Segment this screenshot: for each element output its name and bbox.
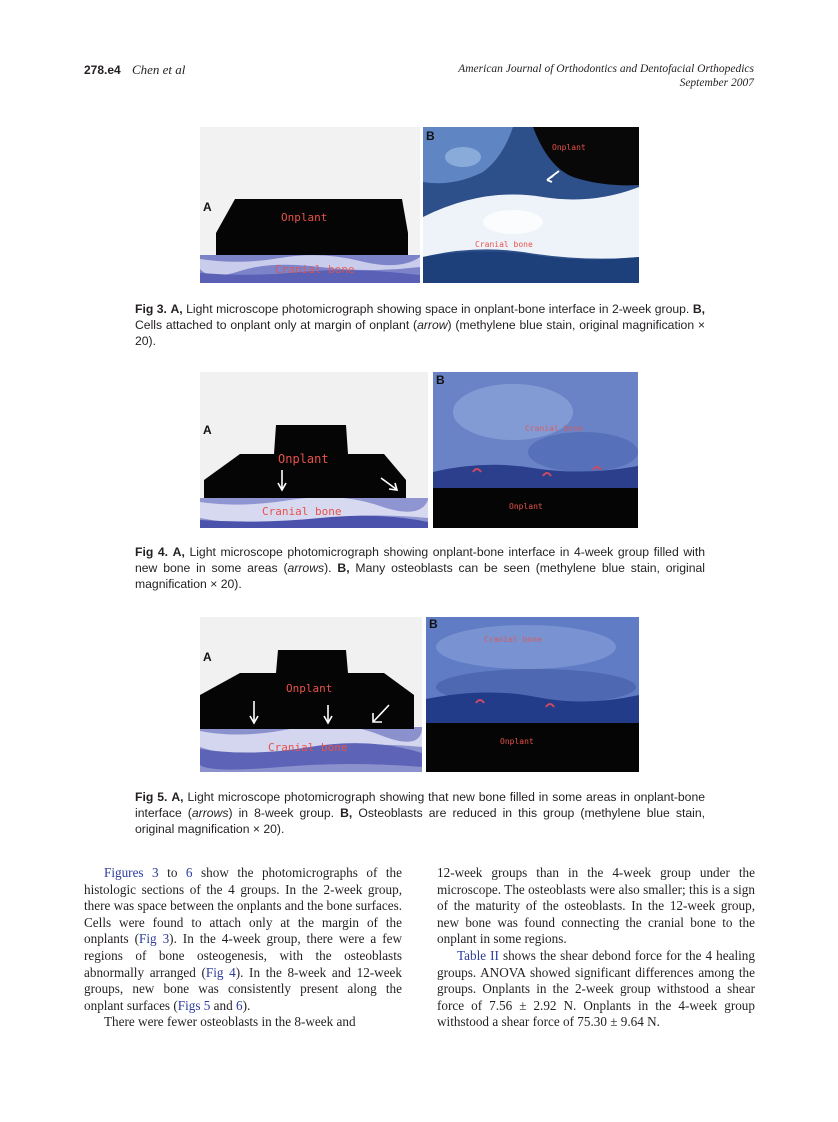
fig4-b-onplant-label: Onplant: [509, 502, 543, 511]
fig5-arrow-left: [248, 701, 260, 725]
body-column-left: [84, 865, 402, 1031]
fig3-panel-b-image: [423, 127, 639, 283]
fig4-b-bone-label: Cranial bone: [525, 424, 583, 433]
running-header-right: [458, 62, 754, 90]
link-fig-6b[interactable]: 6: [236, 997, 243, 1013]
fig3-a-letter: A: [203, 200, 212, 214]
fig3-caption-label: Fig 3.: [135, 302, 167, 316]
fig5-a-onplant-label: Onplant: [286, 682, 333, 695]
fig5-caption-label: Fig 5.: [135, 790, 168, 804]
fig5-b-bone-label: Cranial bone: [484, 635, 542, 644]
running-authors: Chen et al: [131, 62, 186, 77]
fig4-a-bone-label: Cranial bone: [262, 505, 342, 518]
fig3-panel-b: [423, 127, 639, 283]
fig3-a-bone-label: Cranial bone: [275, 263, 355, 276]
link-fig-6[interactable]: 6: [185, 865, 193, 880]
link-figs-5[interactable]: Figs 5: [177, 997, 211, 1013]
fig4-panel-b: [433, 372, 638, 528]
fig4-b-letter: B: [436, 373, 445, 387]
link-fig-3[interactable]: Fig 3: [139, 931, 170, 947]
issue-date: September 2007: [679, 77, 754, 89]
fig4-a-onplant-label: Onplant: [278, 452, 329, 466]
body-right-paragraph-2: Table II shows the shear debond force for the 4 healing groups. ANOVA showed significant differences among the groups. Onplants in the 2-week group withstood a shear force of 7.56 ± 2.92 N. Onplants in the 4-week group withstood a shear force of 75.30 ± 9.64 N.: [437, 947, 755, 1030]
body-left-paragraph-1: Figures 3 to 6 show the photomicrographs of the histologic sections of the 4 groups. In the 2-week group, there was space between the onplants and the bone surfaces. Cells were found to attach only at the margin of the onplants (Fig 3). In the 4-week group, there were a few regions of bone osteogenesis, with the osteoblasts abnormally arranged (Fig 4). In the 8-week and 12-week groups, new bone was consistently present along the onplant surfaces (Figs 5 and 6).: [84, 865, 402, 1013]
fig3-caption: Fig 3. A, Light microscope photomicrograph showing space in onplant-bone interface in 2-week group. B, Cells attached to onplant only at margin of onplant (arrow) (methylene blue stain, original magnification × 20).: [135, 302, 706, 348]
fig4-caption: Fig 4. A, Light microscope photomicrograph showing onplant-bone interface in 4-week group filled with new bone in some areas (arrows). B, Many osteoblasts can be seen (methylene blue stain, original magnification × 20).: [135, 545, 705, 591]
fig4-a-letter: A: [203, 423, 212, 437]
running-header-left: [84, 62, 185, 78]
fig5-panel-b: [426, 617, 639, 772]
page-number: 278.e4: [84, 63, 121, 77]
fig5-a-bone-label: Cranial bone: [268, 741, 348, 754]
fig5-panel-a: [200, 617, 422, 772]
fig4-panel-a: [200, 372, 428, 528]
link-table-2[interactable]: Table II: [457, 947, 499, 963]
body-right-paragraph-1: 12-week groups than in the 4-week group under the microscope. The osteoblasts were also smaller; this is a sign of the maturity of the osteoblasts. In the 12-week group, new bone was found connecting the cranial bone to the onplant in some regions.: [437, 865, 755, 947]
fig5-caption: Fig 5. A, Light microscope photomicrograph showing that new bone filled in some areas in onplant-bone interface (arrows) in 8-week group. B, Osteoblasts are reduced in this group (methylene blue stain, original magnification × 20).: [135, 790, 706, 836]
fig3-b-onplant-label: Onplant: [552, 143, 586, 152]
fig3-b-bone-label: Cranial bone: [475, 240, 533, 249]
fig5-a-letter: A: [203, 650, 212, 664]
body-column-right: [437, 865, 755, 1031]
fig5-arrow-middle: [322, 705, 334, 725]
fig3-panel-a-image: [200, 127, 420, 283]
link-fig-4[interactable]: Fig 4: [205, 964, 236, 980]
fig4-arrow-diagonal: [380, 476, 400, 492]
body-left-paragraph-2: There were fewer osteoblasts in the 8-week and: [104, 1014, 356, 1030]
fig3-a-onplant-label: Onplant: [281, 211, 328, 224]
fig3-panel-a: [200, 127, 420, 283]
fig3-b-letter: B: [426, 129, 435, 143]
fig5-arrow-right: [370, 703, 392, 725]
fig5-b-onplant-label: Onplant: [500, 737, 534, 746]
fig4-arrow-down: [276, 470, 288, 492]
link-figures-3[interactable]: Figures 3: [104, 865, 159, 880]
fig4-caption-label: Fig 4.: [135, 545, 169, 559]
fig5-b-letter: B: [429, 617, 438, 631]
journal-title: American Journal of Orthodontics and Dentofacial Orthopedics: [458, 63, 754, 75]
